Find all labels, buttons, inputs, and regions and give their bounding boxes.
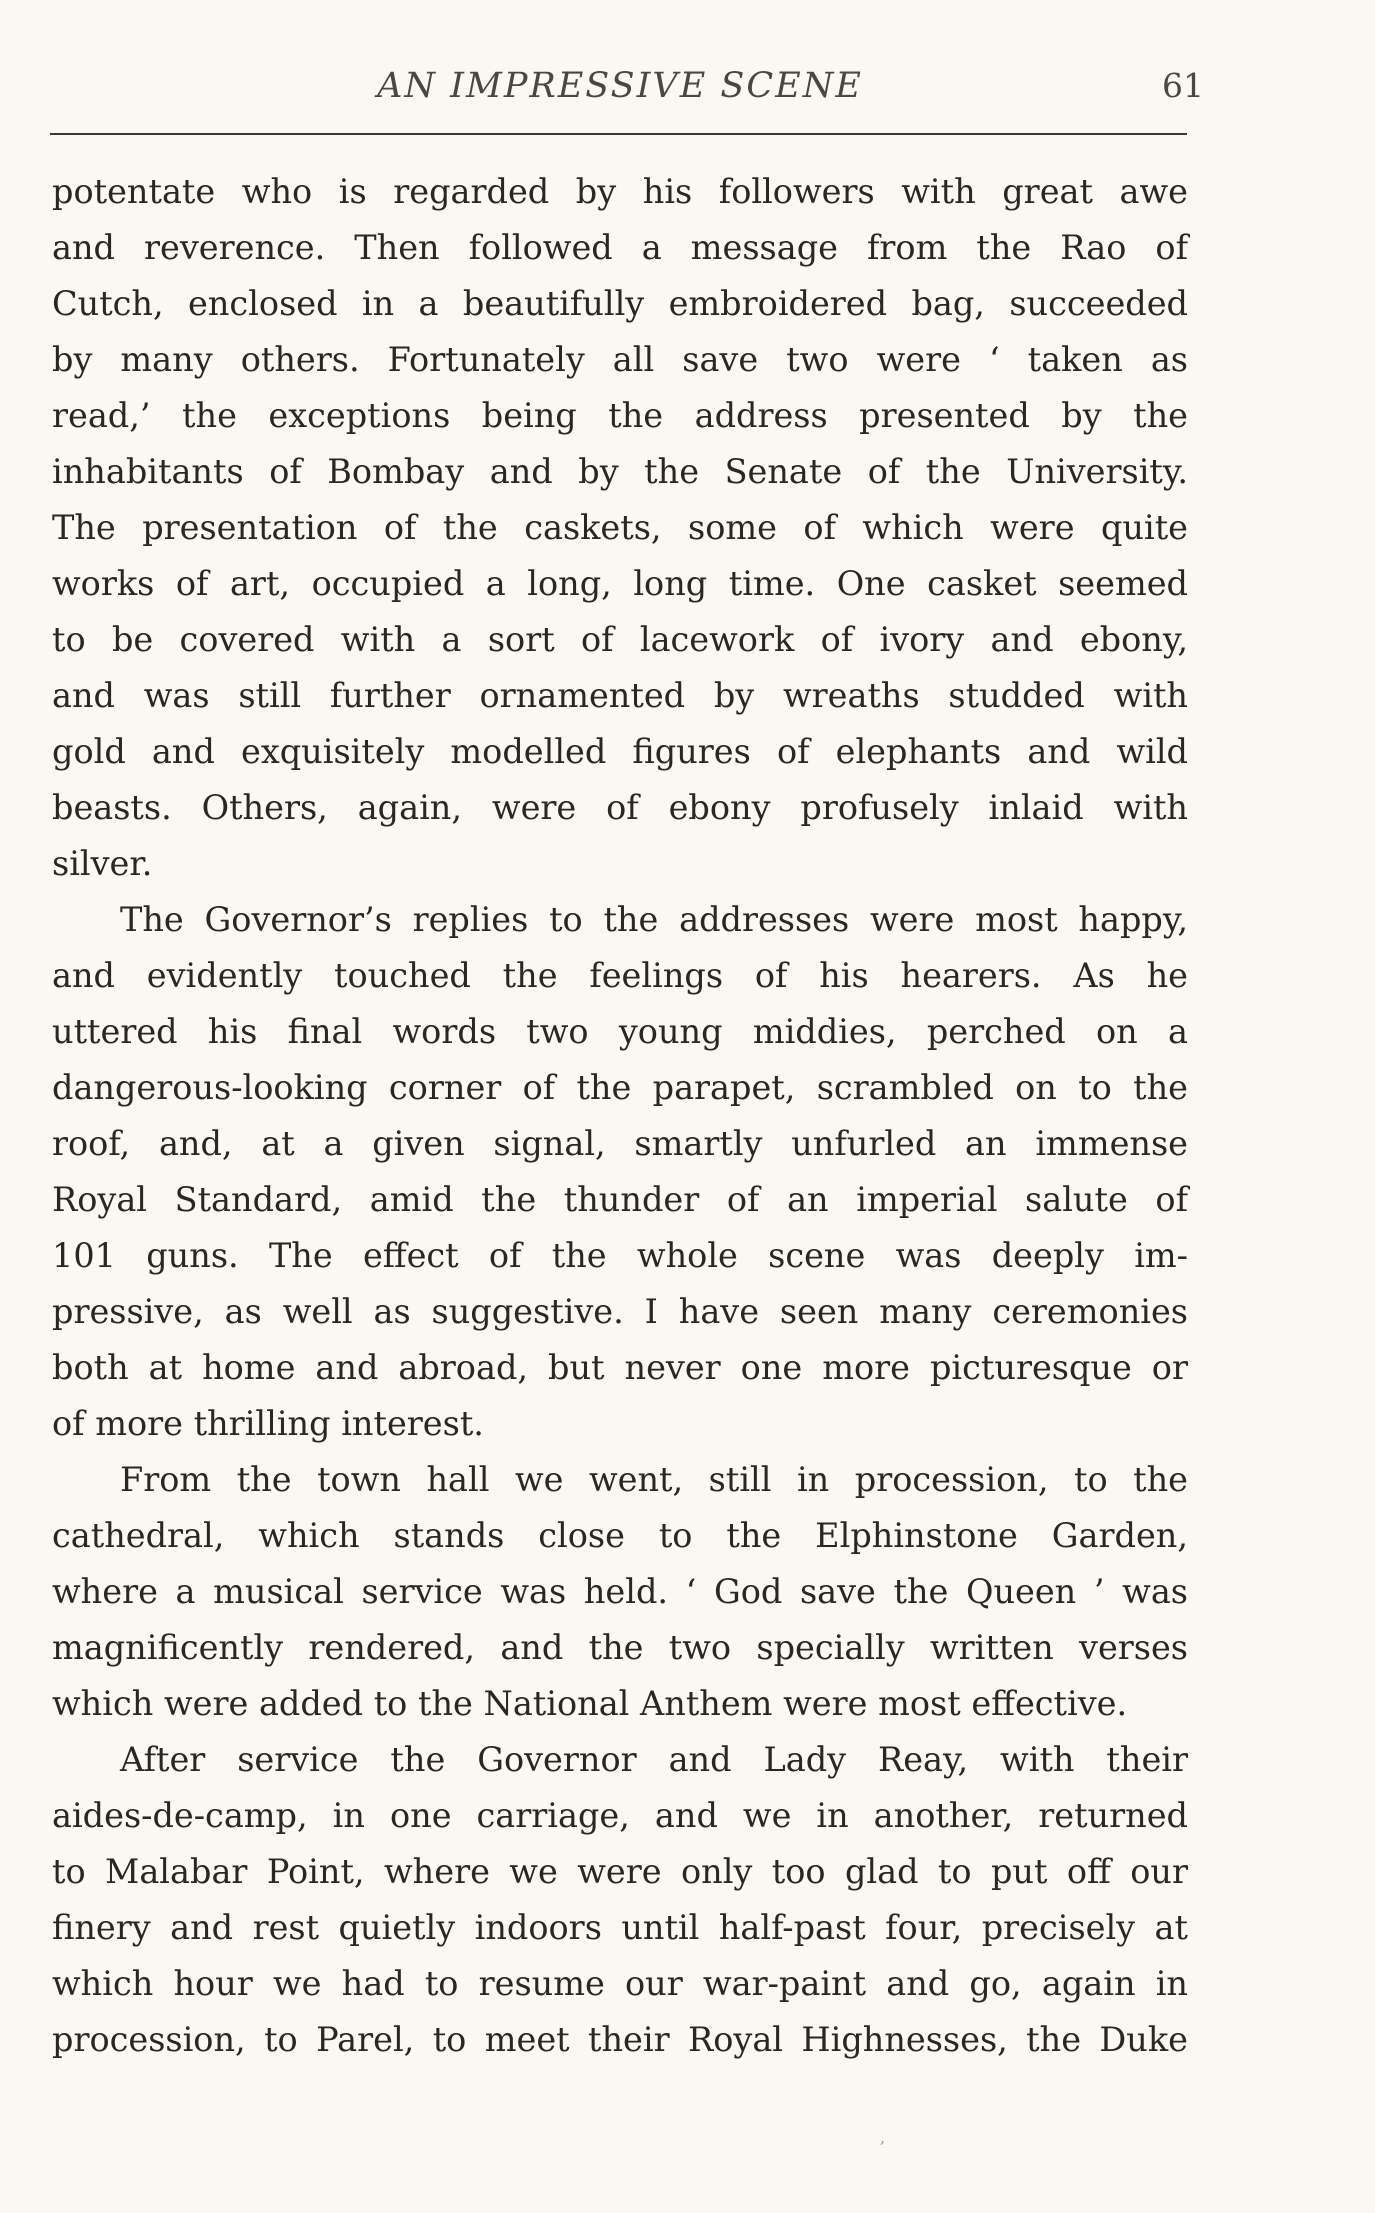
text-line: silver. <box>52 844 153 883</box>
text-line: 101 guns. The effect of the whole scene was deeply im- <box>52 1236 1188 1275</box>
text-line: beasts. Others, again, were of ebony profusely inlaid with <box>52 788 1188 827</box>
text-line: and evidently touched the feelings of his hearers. As he <box>52 956 1188 995</box>
running-title: AN IMPRESSIVE SCENE <box>377 66 863 106</box>
text-line: by many others. Fortunately all save two were ‘ taken as <box>52 340 1188 379</box>
text-line: Cutch, enclosed in a beautifully embroidered bag, succeeded <box>52 284 1188 323</box>
text-line: inhabitants of Bombay and by the Senate of the University. <box>52 452 1188 491</box>
running-head <box>50 66 1204 116</box>
text-line: From the town hall we went, still in procession, to the <box>120 1460 1188 1499</box>
text-line: magnificently rendered, and the two specially written verses <box>52 1628 1188 1667</box>
text-line: aides-de-camp, in one carriage, and we in another, returned <box>52 1796 1188 1835</box>
text-line: both at home and abroad, but never one more picturesque or <box>52 1348 1188 1387</box>
text-line: dangerous-looking corner of the parapet, scrambled on to the <box>52 1068 1188 1107</box>
text-line: which were added to the National Anthem were most effective. <box>52 1684 1128 1723</box>
text-line: uttered his final words two young middies, perched on a <box>52 1012 1188 1051</box>
text-line: read,’ the exceptions being the address presented by the <box>52 396 1188 435</box>
text-line: potentate who is regarded by his followers with great awe <box>52 172 1188 211</box>
text-line: and reverence. Then followed a message from the Rao of <box>52 228 1188 267</box>
text-line: of more thrilling interest. <box>52 1404 484 1443</box>
body-text <box>52 164 1188 2068</box>
text-line: gold and exquisitely modelled figures of elephants and wild <box>52 732 1188 771</box>
text-line: finery and rest quietly indoors until half-past four, precisely at <box>52 1908 1188 1947</box>
text-line: Royal Standard, amid the thunder of an imperial salute of <box>52 1180 1188 1219</box>
text-line: The Governor’s replies to the addresses were most happy, <box>120 900 1188 939</box>
header-rule <box>50 133 1187 135</box>
page-number: 61 <box>1162 66 1204 105</box>
text-line: pressive, as well as suggestive. I have seen many ceremonies <box>52 1292 1188 1331</box>
text-line: procession, to Parel, to meet their Royal Highnesses, the Duke <box>52 2020 1188 2059</box>
text-line: The presentation of the caskets, some of which were quite <box>52 508 1188 547</box>
text-line: where a musical service was held. ‘ God save the Queen ’ was <box>52 1572 1188 1611</box>
text-line: After service the Governor and Lady Reay, with their <box>120 1740 1188 1779</box>
text-line: which hour we had to resume our war-paint and go, again in <box>52 1964 1188 2003</box>
text-line: to Malabar Point, where we were only too glad to put off our <box>52 1852 1188 1891</box>
text-line: to be covered with a sort of lacework of ivory and ebony, <box>52 620 1188 659</box>
text-line: cathedral, which stands close to the Elphinstone Garden, <box>52 1516 1188 1555</box>
text-line: and was still further ornamented by wreaths studded with <box>52 676 1188 715</box>
text-line: works of art, occupied a long, long time. One casket seemed <box>52 564 1188 603</box>
stray-mark: , <box>880 2128 886 2147</box>
text-line: roof, and, at a given signal, smartly unfurled an immense <box>52 1124 1188 1163</box>
